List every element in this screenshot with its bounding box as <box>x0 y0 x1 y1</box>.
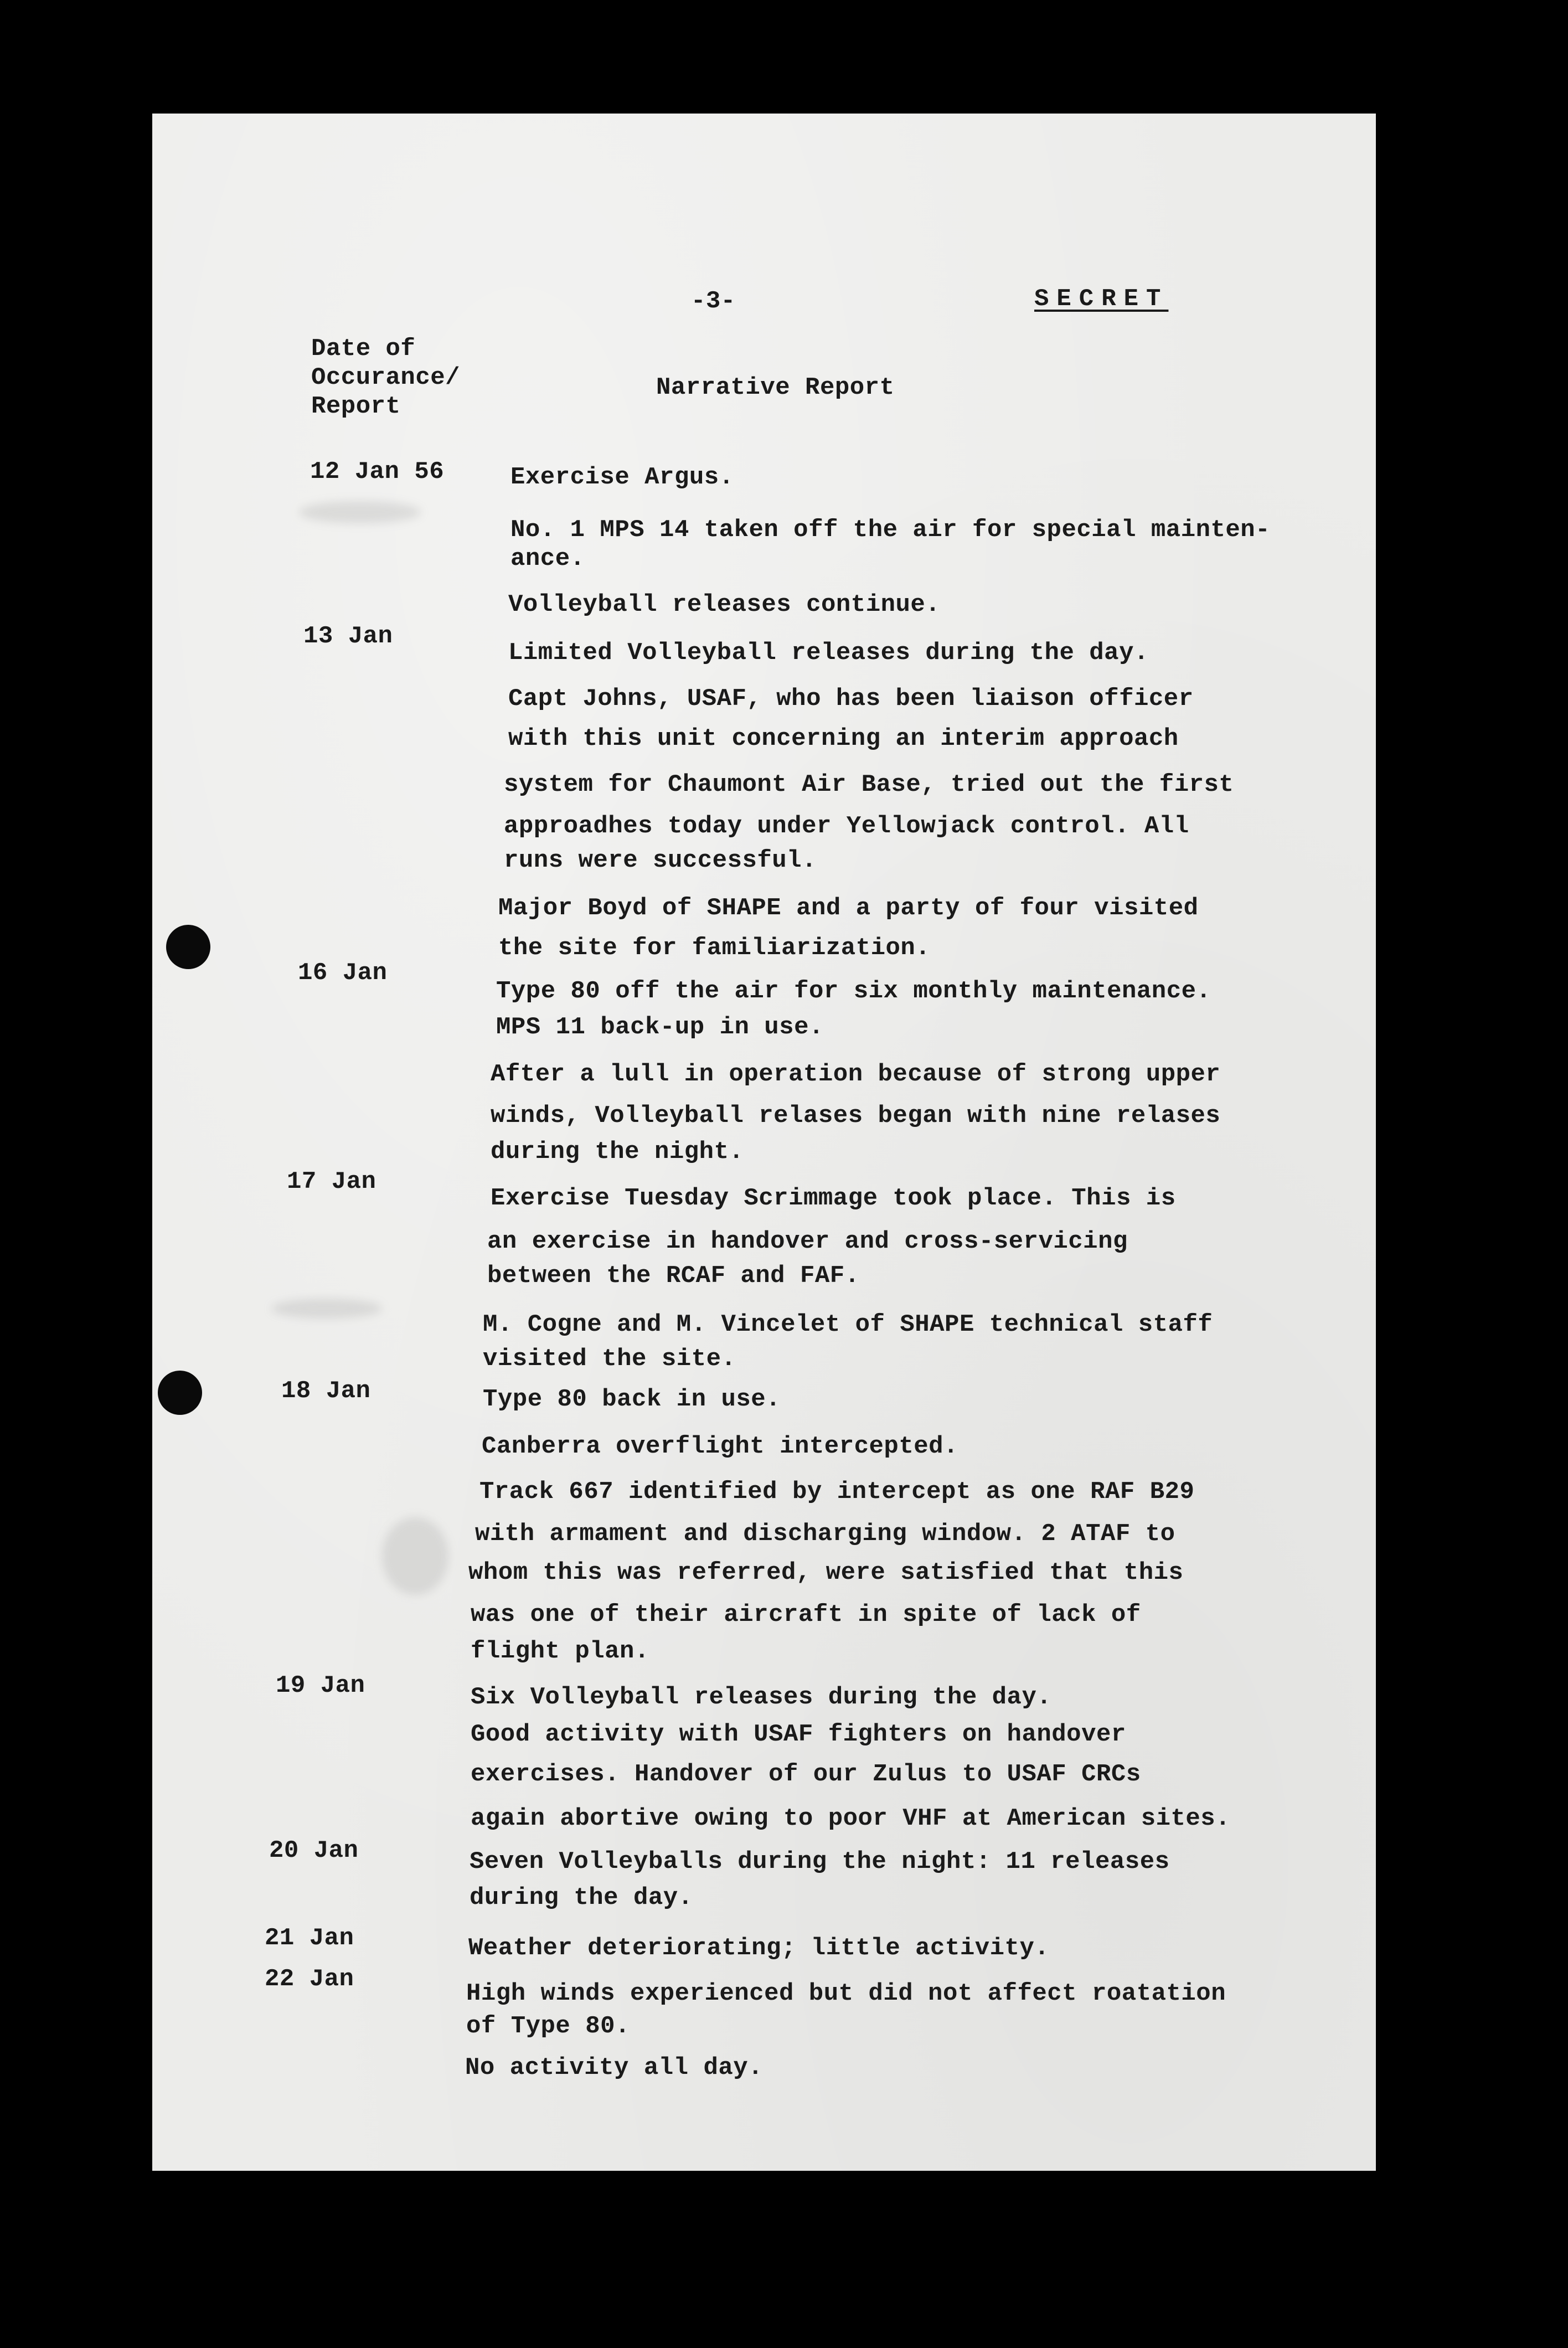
scan-smudge <box>382 1517 448 1595</box>
entry-line: ance. <box>510 545 585 573</box>
entry-line: Volleyball releases continue. <box>508 591 941 619</box>
entry-line: exercises. Handover of our Zulus to USAF CRCs <box>471 1760 1141 1788</box>
entry-line: Weather deteriorating; little activity. <box>468 1934 1050 1962</box>
entry-line: during the night. <box>491 1138 744 1166</box>
entry-date: 17 Jan <box>287 1168 376 1196</box>
entry-line: of Type 80. <box>466 2012 630 2040</box>
entry-line: Capt Johns, USAF, who has been liaison officer <box>508 685 1194 713</box>
entry-line: during the day. <box>470 1884 693 1912</box>
entry-line: visited the site. <box>483 1345 736 1373</box>
entry-date: 20 Jan <box>269 1837 359 1865</box>
entry-date: 21 Jan <box>265 1924 354 1952</box>
entry-line: Track 667 identified by intercept as one RAF B29 <box>479 1478 1195 1506</box>
entry-date: 22 Jan <box>265 1965 354 1993</box>
entry-date: 19 Jan <box>276 1672 365 1700</box>
entry-line: Limited Volleyball releases during the day. <box>508 639 1149 667</box>
entry-line: whom this was referred, were satisfied that this <box>468 1559 1184 1587</box>
entry-line: Canberra overflight intercepted. <box>482 1433 958 1460</box>
entry-line: No activity all day. <box>465 2054 764 2082</box>
entry-line: Type 80 off the air for six monthly maintenance. <box>496 977 1211 1005</box>
entry-line: flight plan. <box>471 1638 649 1665</box>
entry-line: between the RCAF and FAF. <box>487 1262 860 1290</box>
scan-smudge <box>299 501 421 523</box>
entry-line: After a lull in operation because of strong upper <box>491 1060 1221 1088</box>
entry-line: approadhes today under Yellowjack control. All <box>504 812 1189 840</box>
entry-line: Major Boyd of SHAPE and a party of four visited <box>498 894 1199 922</box>
entry-date: 12 Jan 56 <box>310 458 445 486</box>
entry-line: with armament and discharging window. 2 ATAF to <box>475 1520 1175 1548</box>
punch-hole <box>166 925 210 969</box>
entry-line: an exercise in handover and cross-servicing <box>487 1228 1128 1255</box>
entry-line: Good activity with USAF fighters on handover <box>471 1721 1126 1748</box>
entry-line: the site for familiarization. <box>498 934 931 962</box>
classification-marking: SECRET <box>1034 285 1169 313</box>
entry-line: Type 80 back in use. <box>483 1386 781 1413</box>
entry-date: 16 Jan <box>298 959 388 987</box>
entry-line: Exercise Argus. <box>510 464 734 491</box>
entry-line: Exercise Tuesday Scrimmage took place. This is <box>491 1185 1176 1212</box>
entry-line: MPS 11 back-up in use. <box>496 1013 824 1041</box>
entry-line: winds, Volleyball relases began with nine relases <box>491 1102 1221 1130</box>
entry-line: runs were successful. <box>504 847 817 874</box>
entry-line: Six Volleyball releases during the day. <box>471 1683 1052 1711</box>
report-title: Narrative Report <box>656 374 895 401</box>
column-heading-line: Occurance/ <box>311 364 461 392</box>
entry-line: again abortive owing to poor VHF at American sites. <box>471 1805 1231 1832</box>
entry-line: with this unit concerning an interim approach <box>508 725 1179 753</box>
punch-hole <box>158 1371 202 1415</box>
entry-line: High winds experienced but did not affect roatation <box>466 1980 1226 2007</box>
scan-smudge <box>271 1299 382 1319</box>
entry-line: was one of their aircraft in spite of lack of <box>471 1601 1141 1629</box>
column-heading-line: Date of <box>311 335 416 363</box>
column-heading-line: Report <box>311 393 401 420</box>
entry-line: system for Chaumont Air Base, tried out the first <box>504 771 1234 799</box>
entry-line: Seven Volleyballs during the night: 11 releases <box>470 1848 1170 1876</box>
entry-line: No. 1 MPS 14 taken off the air for special mainten- <box>510 516 1271 544</box>
page-number: -3- <box>691 287 736 315</box>
entry-date: 18 Jan <box>281 1377 371 1405</box>
entry-line: M. Cogne and M. Vincelet of SHAPE technical staff <box>483 1311 1213 1338</box>
entry-date: 13 Jan <box>303 622 393 650</box>
